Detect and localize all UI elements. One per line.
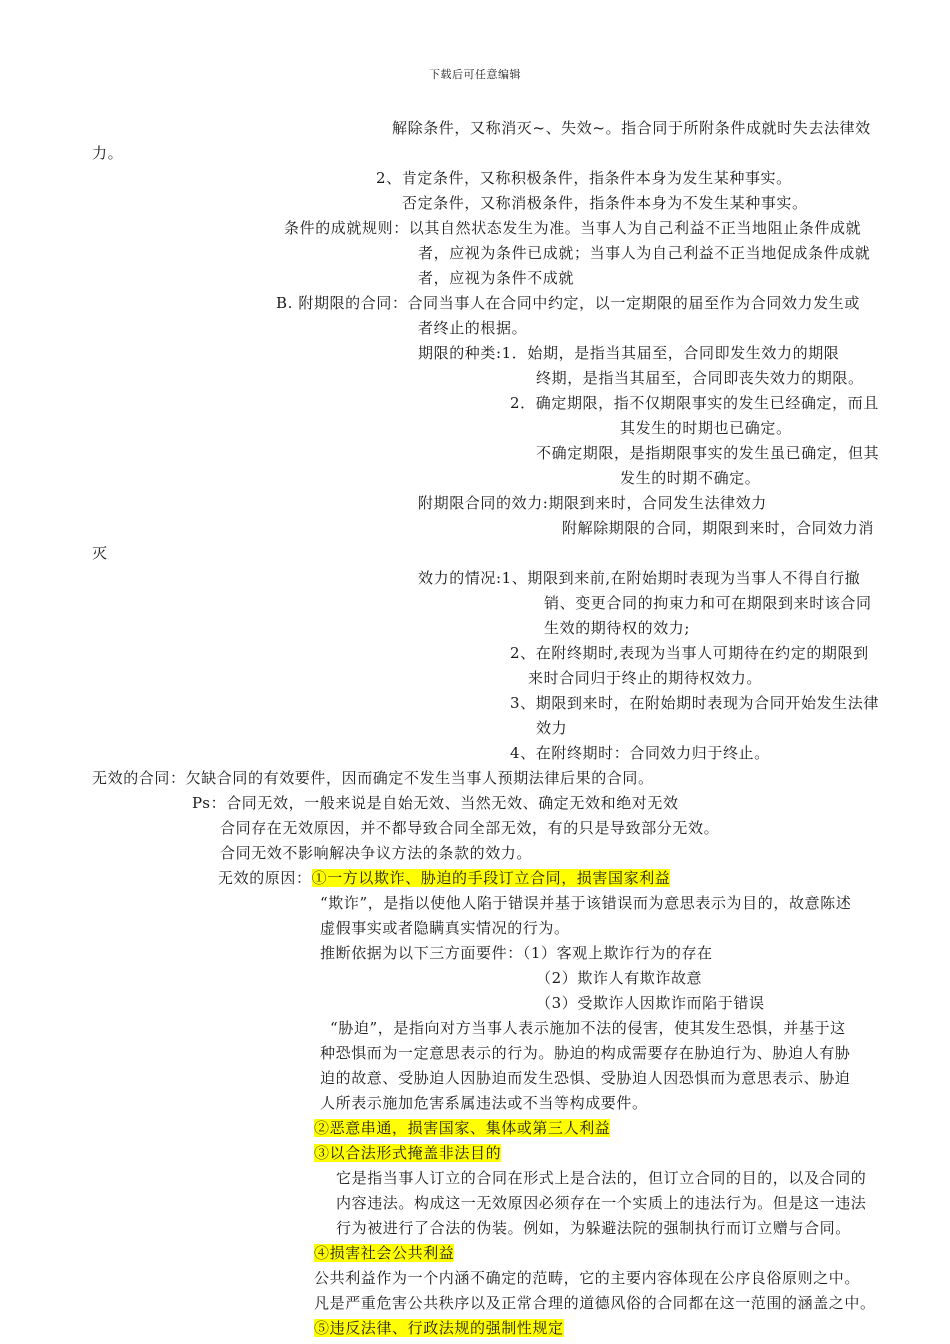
highlight-cause-5: ⑤违反法律、行政法规的强制性规定: [314, 1319, 564, 1337]
highlight-cause-4: ④损害社会公共利益: [314, 1244, 455, 1262]
text-line: 力。: [92, 144, 124, 162]
highlight-cause-2: ②恶意串通，损害国家、集体或第三人利益: [314, 1119, 611, 1137]
text-line: 终期，是指当其届至，合同即丧失效力的期限。: [536, 369, 864, 387]
text-line: 灭: [92, 544, 108, 562]
text-line: “胁迫”，是指向对方当事人表示施加不法的侵害，使其发生恐惧，并基于这: [330, 1019, 846, 1037]
text-line: 否定条件，又称消极条件，指条件本身为不发生某种事实。: [402, 194, 808, 212]
text-line: （2）欺诈人有欺诈故意: [536, 969, 703, 987]
text-line: 不确定期限，是指期限事实的发生虽已确定，但其: [536, 444, 880, 462]
text-line-highlight: [314, 1318, 564, 1338]
text-line: 2．确定期限，指不仅期限事实的发生已经确定，而且: [510, 394, 879, 412]
text-line: Ps：合同无效，一般来说是自始无效、当然无效、确定无效和绝对无效: [192, 794, 679, 812]
text-line: 迫的故意、受胁迫人因胁迫而发生恐惧、受胁迫人因恐惧而为意思表示、胁迫: [320, 1069, 851, 1087]
text-line: 公共利益作为一个内涵不确定的范畴，它的主要内容体现在公序良俗原则之中。: [314, 1269, 861, 1287]
causes-label: 无效的原因：: [218, 869, 312, 887]
text-line: 推断依据为以下三方面要件：（1）客观上欺诈行为的存在: [320, 944, 713, 962]
text-line: 2、肯定条件，又称积极条件，指条件本身为发生某种事实。: [376, 169, 792, 187]
text-line: “欺诈”，是指以使他人陷于错误并基于该错误而为意思表示为目的，故意陈述: [320, 894, 852, 912]
text-line: 种恐惧而为一定意思表示的行为。胁迫的构成需要存在胁迫行为、胁迫人有胁: [320, 1044, 851, 1062]
text-line-highlight: [314, 1143, 501, 1163]
text-line: 条件的成就规则：以其自然状态发生为准。当事人为自己利益不正当地阻止条件成就: [284, 219, 862, 237]
text-line-highlight: [314, 1243, 454, 1263]
text-line: 虚假事实或者隐瞒真实情况的行为。: [320, 919, 570, 937]
text-line: 无效的合同：欠缺合同的有效要件，因而确定不发生当事人预期法律后果的合同。: [92, 769, 654, 787]
text-line: 其发生的时期也已确定。: [620, 419, 792, 437]
text-line: 效力: [536, 719, 568, 737]
text-line: （3）受欺诈人因欺诈而陷于错误: [536, 994, 765, 1012]
text-line: 内容违法。构成这一无效原因必须存在一个实质上的违法行为。但是这一违法: [336, 1194, 867, 1212]
text-line: 合同存在无效原因，并不都导致合同全部无效，有的只是导致部分无效。: [220, 819, 720, 837]
text-line: 期限的种类:1．始期，是指当其届至，合同即发生效力的期限: [418, 344, 840, 362]
highlight-cause-3: ③以合法形式掩盖非法目的: [314, 1144, 502, 1162]
text-line: 人所表示施加危害系属违法或不当等构成要件。: [320, 1094, 648, 1112]
text-line-causes: [218, 868, 670, 888]
text-line: B. 附期限的合同：合同当事人在合同中约定，以一定期限的届至作为合同效力发生或: [276, 294, 860, 312]
text-line: 3、期限到来时，在附始期时表现为合同开始发生法律: [510, 694, 879, 712]
text-line: 发生的时期不确定。: [620, 469, 761, 487]
text-line: 2、在附终期时,表现为当事人可期待在约定的期限到: [510, 644, 869, 662]
highlight-cause-1: ①一方以欺诈、胁迫的手段订立合同，损害国家利益: [311, 869, 671, 887]
text-line: 合同无效不影响解决争议方法的条款的效力。: [220, 844, 533, 862]
text-line: 者，应视为条件已成就；当事人为自己利益不正当地促成条件成就: [418, 244, 871, 262]
text-line: 4、在附终期时：合同效力归于终止。: [510, 744, 770, 762]
text-line: 者终止的根据。: [418, 319, 528, 337]
text-line: 附解除期限的合同，期限到来时，合同效力消: [562, 519, 875, 537]
text-line: 生效的期待权的效力;: [544, 619, 691, 637]
text-line: 销、变更合同的拘束力和可在期限到来时该合同: [544, 594, 872, 612]
text-line: 者，应视为条件不成就: [418, 269, 575, 287]
text-line: 来时合同归于终止的期待权效力。: [528, 669, 763, 687]
text-line: 解除条件，又称消灭~、失效~。指合同于所附条件成就时失去法律效: [392, 119, 871, 137]
text-line: 效力的情况:1、期限到来前,在附始期时表现为当事人不得自行撤: [418, 569, 861, 587]
text-line: 凡是严重危害公共秩序以及正常合理的道德风俗的合同都在这一范围的涵盖之中。: [314, 1294, 876, 1312]
text-line: 它是指当事人订立的合同在形式上是合法的，但订立合同的目的，以及合同的: [336, 1169, 867, 1187]
text-line: 行为被进行了合法的伪装。例如，为躲避法院的强制执行而订立赠与合同。: [336, 1219, 851, 1237]
text-line-highlight: [314, 1118, 610, 1138]
page-header-note: 下载后可任意编辑: [429, 68, 521, 81]
text-line: 附期限合同的效力:期限到来时，合同发生法律效力: [418, 494, 767, 512]
